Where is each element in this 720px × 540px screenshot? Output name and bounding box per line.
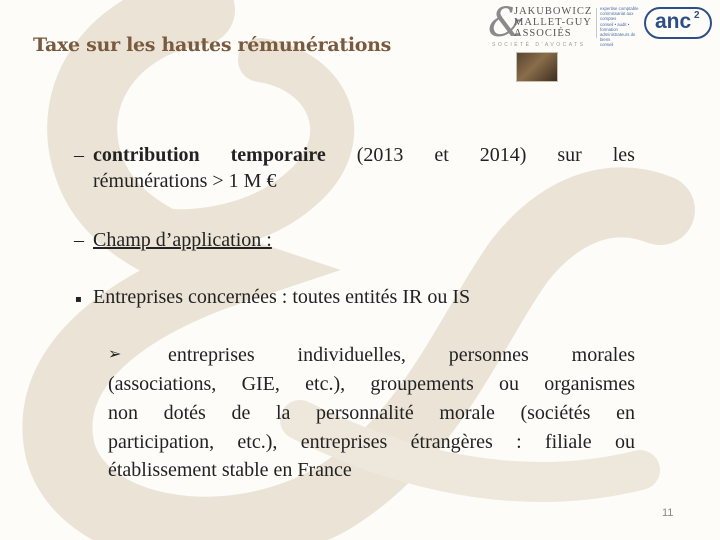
firm-name-line-3: ASSOCIÉS	[514, 28, 572, 39]
item1-word: (2013	[356, 144, 404, 166]
anc-side-line: conseil	[600, 42, 614, 48]
square-bullet-icon: ▪	[75, 294, 82, 305]
item4-word: personnalité	[315, 402, 414, 424]
item4-line1	[168, 344, 635, 367]
firm-tagline: SOCIÉTÉ D'AVOCATS	[492, 42, 586, 48]
item4-word: dotés	[163, 402, 206, 424]
dash-bullet: –	[74, 229, 84, 251]
entreprises-concernees-text: Entreprises concernées : toutes entités IR ou IS	[93, 286, 471, 308]
firm-name-line-2: MALLET-GUY	[514, 17, 592, 28]
item1-line2: rémunérations > 1 M €	[93, 170, 277, 192]
anc-side-line: expertise comptable	[600, 6, 639, 11]
anc-side-line: administrateurs de biens	[600, 32, 636, 43]
item4-word: en	[616, 402, 635, 424]
item1-line1	[93, 144, 635, 167]
item4-word: individuelles,	[297, 344, 406, 366]
item4-line5: établissement stable en France	[108, 459, 352, 481]
item4-word: morale	[439, 402, 495, 424]
item4-word: la	[275, 402, 291, 424]
anc-logo-label: anc	[655, 10, 692, 33]
champ-application-heading: Champ d’application :	[93, 229, 272, 251]
item4-word: ou	[614, 431, 635, 453]
item4-word: groupements	[370, 373, 474, 395]
item4-word: etc.),	[237, 431, 278, 453]
item4-word: entreprises	[168, 344, 255, 366]
dash-bullet: –	[74, 144, 84, 166]
ampersand-logo-icon: &	[488, 0, 524, 46]
item4-word: non	[108, 402, 138, 424]
item4-word: entreprises	[300, 431, 388, 453]
arrow-bullet-icon: ➢	[108, 344, 122, 363]
firm-name-line-1: JAKUBOWICZ	[514, 6, 593, 17]
item1-word: 2014)	[479, 144, 527, 166]
item4-word: ou	[499, 373, 519, 395]
item1-word: temporaire	[230, 144, 326, 166]
item4-word: filiale	[545, 431, 592, 453]
item4-word: personnes	[448, 344, 529, 366]
item4-word: GIE,	[241, 373, 280, 395]
item4-word: participation,	[108, 431, 215, 453]
item4-line4	[108, 431, 635, 454]
item4-word: (associations,	[108, 373, 217, 395]
item1-word: sur	[557, 144, 582, 166]
anc-side-line: commissariat aux comptes	[600, 11, 634, 22]
anc-side-line: conseil • audit • formation	[600, 21, 630, 32]
item4-line2	[108, 373, 635, 396]
item1-word: contribution	[93, 144, 200, 166]
page-number: 11	[662, 507, 674, 519]
item4-line3	[108, 402, 635, 425]
item1-word: et	[434, 144, 449, 166]
anc-logo-superscript: 2	[694, 10, 700, 21]
item4-word: organismes	[544, 373, 635, 395]
item4-word: morales	[571, 344, 635, 366]
item4-word: étrangères	[410, 431, 493, 453]
item4-word: etc.),	[305, 373, 346, 395]
item4-word: :	[516, 431, 522, 453]
item4-word: de	[231, 402, 251, 424]
item1-word: les	[612, 144, 635, 166]
item4-word: (sociétés	[520, 402, 591, 424]
slide-title: Taxe sur les hautes rémunérations	[33, 34, 392, 56]
